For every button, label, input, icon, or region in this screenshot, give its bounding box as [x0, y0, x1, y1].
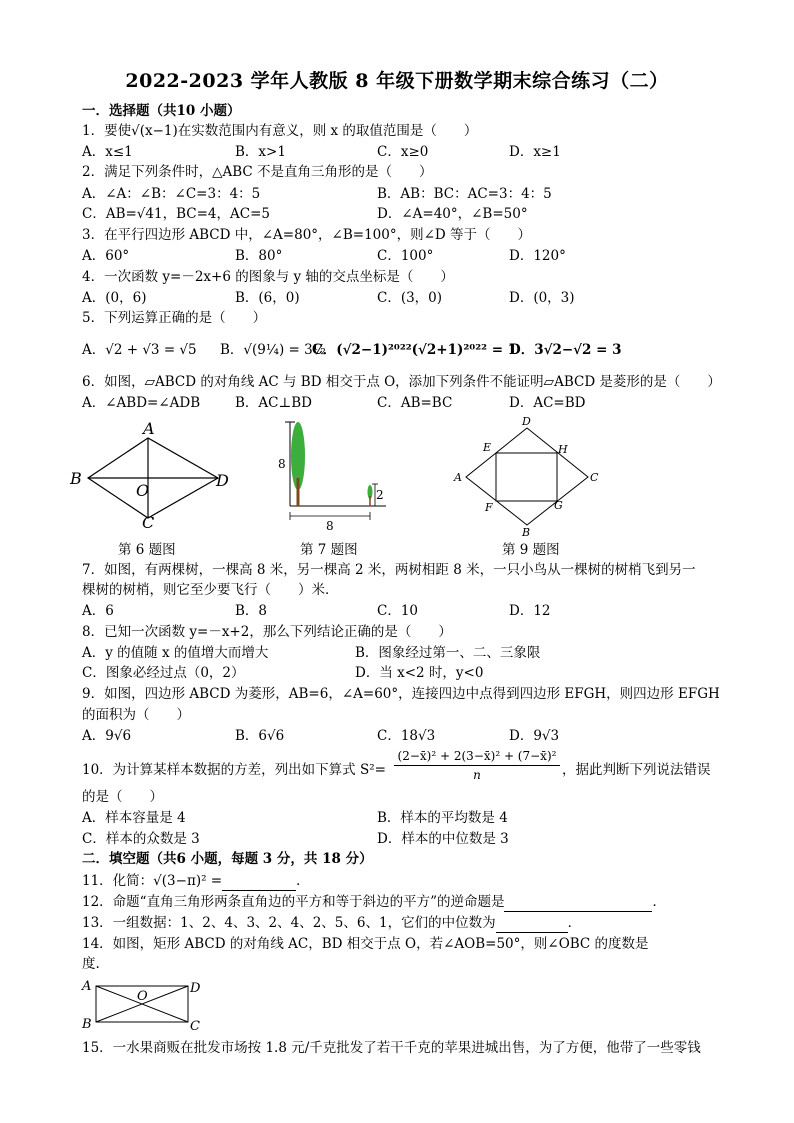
- fig14-label-d: D: [190, 981, 201, 996]
- q10-stem-part2: ，据此判断下列说法错误: [562, 762, 711, 778]
- q6-stem: 6．如图，▱ABCD 的对角线 AC 与 BD 相交于点 O，添加下列条件不能证明▱ABCD 是菱形的是（ ）: [82, 374, 721, 390]
- section-choice-heading: 一．选择题（共10 小题）: [82, 103, 241, 119]
- q8-option-d: D．当 x<2 时，y<0: [355, 665, 484, 681]
- q14-stem-line2: 度.: [82, 956, 100, 972]
- q1-option-d: D．x≥1: [509, 144, 561, 160]
- q10-fraction-numerator: (2−x̄)² + 2(3−x̄)² + (7−x̄)²: [397, 749, 557, 763]
- fig14-label-b: B: [82, 1017, 92, 1032]
- fig7-label-distance: 8: [326, 519, 334, 533]
- q4-option-d: D．(0，3): [509, 290, 575, 306]
- q10-option-b: B．样本的平均数是 4: [377, 810, 508, 826]
- q11-answer-blank[interactable]: [222, 876, 296, 891]
- fig9-label-b: B: [522, 526, 531, 539]
- fig7-label-short: 2: [376, 488, 384, 502]
- q3-option-b: B．80°: [235, 248, 283, 264]
- q4-option-c: C．(3，0): [377, 290, 443, 306]
- q3-stem: 3．在平行四边形 ABCD 中，∠A=80°，∠B=100°，则∠D 等于（ ）: [82, 227, 532, 243]
- q10-option-d: D．样本的中位数是 3: [377, 831, 509, 847]
- q10-option-c: C．样本的众数是 3: [82, 831, 200, 847]
- q12-line: [82, 892, 666, 912]
- page-title: 2022-2023 学年人教版 8 年级下册数学期末综合练习（二）: [125, 70, 669, 92]
- q4-option-a: A．(0，6): [82, 290, 147, 306]
- figure-6-caption: 第 6 题图: [118, 542, 176, 558]
- q2-option-d: D．∠A=40°，∠B=50°: [377, 206, 528, 222]
- q9-option-b: B．6√6: [235, 728, 285, 744]
- figure-9-rhombus: [450, 414, 610, 539]
- q7-option-b: B．8: [235, 603, 268, 619]
- q14-stem-line1: 14．如图，矩形 ABCD 的对角线 AC，BD 相交于点 O，若∠AOB=50°，则∠OBC 的度数是: [82, 936, 649, 952]
- q5-option-b: B．√(9¼) = 3½: [220, 342, 326, 358]
- q2-option-b: B．AB：BC：AC=3：4：5: [377, 186, 552, 202]
- q4-option-b: B．(6，0): [235, 290, 300, 306]
- fig9-label-f: F: [485, 501, 493, 514]
- q10-fraction-denominator: n: [473, 768, 481, 782]
- q1-option-b: B．x>1: [235, 144, 286, 160]
- q10-fraction-bar: [394, 765, 560, 766]
- q8-option-c: C．图象必经过点（0，2）: [82, 665, 245, 681]
- figure-14-rectangle: [80, 976, 210, 1032]
- q1-option-a: A．x≤1: [82, 144, 133, 160]
- fig6-label-a: A: [143, 419, 155, 438]
- q15-stem: 15．一水果商贩在批发市场按 1.8 元/千克批发了若干千克的苹果进城出售，为了方便，他带了一些零钱: [82, 1040, 701, 1056]
- fig6-label-d: D: [216, 471, 229, 490]
- q8-option-a: A．y 的值随 x 的值增大而增大: [82, 645, 269, 661]
- q6-option-a: A．∠ABD=∠ADB: [82, 395, 201, 411]
- q3-option-d: D．120°: [509, 248, 566, 264]
- q12-stem: 12．命题“直角三角形两条直角边的平方和等于斜边的平方”的逆命题是: [82, 894, 505, 910]
- q13-stem: 13．一组数据：1、2、4、3、2、4、2、5、6、1，它们的中位数为: [82, 915, 496, 931]
- section-fill-heading: 二．填空题（共6 小题，每题 3 分，共 18 分）: [82, 851, 373, 867]
- q7-option-d: D．12: [509, 603, 551, 619]
- q2-option-a: A．∠A：∠B：∠C=3：4：5: [82, 186, 261, 202]
- q12-answer-blank[interactable]: [504, 897, 652, 912]
- q9-option-d: D．9√3: [509, 728, 560, 744]
- q8-option-b: B．图象经过第一、二、三象限: [355, 645, 541, 661]
- q13-end: ．: [567, 915, 582, 931]
- fig14-label-a: A: [82, 979, 92, 994]
- q7-stem-line1: 7．如图，有两棵树，一棵高 8 米，另一棵高 2 米，两树相距 8 米，一只小鸟从一棵树的树梢飞到另一: [82, 562, 696, 578]
- q8-stem: 8．已知一次函数 y=－x+2，那么下列结论正确的是（ ）: [82, 624, 452, 640]
- q10-option-a: A．样本容量是 4: [82, 810, 186, 826]
- figure-7-caption: 第 7 题图: [300, 542, 358, 558]
- q7-option-c: C．10: [377, 603, 419, 619]
- q10-stem-part1: 10．为计算某样本数据的方差，列出如下算式 S²=: [82, 762, 386, 778]
- fig6-label-b: B: [70, 469, 82, 488]
- q9-option-c: C．18√3: [377, 728, 436, 744]
- fig9-label-e: E: [483, 441, 492, 454]
- q7-option-a: A．6: [82, 603, 114, 619]
- fig14-label-c: C: [190, 1019, 200, 1034]
- q5-option-a: A．√2 + √3 = √5: [82, 342, 197, 358]
- q13-line: [82, 913, 581, 933]
- q5-stem: 5．下列运算正确的是（ ）: [82, 310, 267, 326]
- q9-stem-line1: 9．如图，四边形 ABCD 为菱形，AB=6，∠A=60°，连接四边中点得到四边形 EFGH，则四边形 EFGH: [82, 686, 720, 702]
- q12-end: ．: [652, 894, 666, 910]
- q2-option-c: C．AB=√41，BC=4，AC=5: [82, 206, 270, 222]
- figure-7-trees: [274, 418, 394, 536]
- fig7-label-tall: 8: [278, 457, 286, 471]
- q13-answer-blank[interactable]: [496, 918, 568, 933]
- q9-option-a: A．9√6: [82, 728, 132, 744]
- q4-stem: 4．一次函数 y=－2x+6 的图象与 y 轴的交点坐标是（ ）: [82, 269, 454, 285]
- fig9-label-g: G: [554, 499, 563, 512]
- fig6-label-c: C: [142, 513, 155, 532]
- q5-option-d: D．3√2−√2 = 3: [509, 342, 622, 358]
- fig14-label-o: O: [137, 989, 148, 1004]
- figure-9-caption: 第 9 题图: [502, 542, 560, 558]
- q6-option-b: B．AC⊥BD: [235, 395, 312, 411]
- q3-option-a: A．60°: [82, 248, 130, 264]
- q9-stem-line2: 的面积为（ ）: [82, 707, 190, 723]
- q11-end: ．: [296, 873, 310, 889]
- q1-stem: 1．要使√(x−1)在实数范围内有意义，则 x 的取值范围是（ ）: [82, 123, 478, 139]
- fig9-label-c: C: [590, 471, 599, 484]
- q1-option-c: C．x≥0: [377, 144, 429, 160]
- q11-line: [82, 871, 310, 891]
- q3-option-c: C．100°: [377, 248, 434, 264]
- q7-stem-line2: 棵树的树梢，则它至少要飞行（ ）米．: [82, 582, 339, 598]
- q6-option-d: D．AC=BD: [509, 395, 586, 411]
- fig9-label-h: H: [558, 443, 568, 456]
- fig9-label-d: D: [522, 415, 531, 428]
- q10-stem-line2: 的是（ ）: [82, 789, 163, 805]
- fig6-label-o: O: [136, 481, 150, 500]
- q5-option-c: C．(√2−1)²⁰²²(√2+1)²⁰²² = 1: [312, 342, 518, 358]
- fig9-label-a: A: [454, 471, 462, 484]
- q11-stem: 11．化简：√(3−π)² =: [82, 873, 223, 889]
- figure-6-rhombus: [70, 419, 240, 532]
- q2-stem: 2．满足下列条件时，△ABC 不是直角三角形的是（ ）: [82, 164, 433, 180]
- q6-option-c: C．AB=BC: [377, 395, 453, 411]
